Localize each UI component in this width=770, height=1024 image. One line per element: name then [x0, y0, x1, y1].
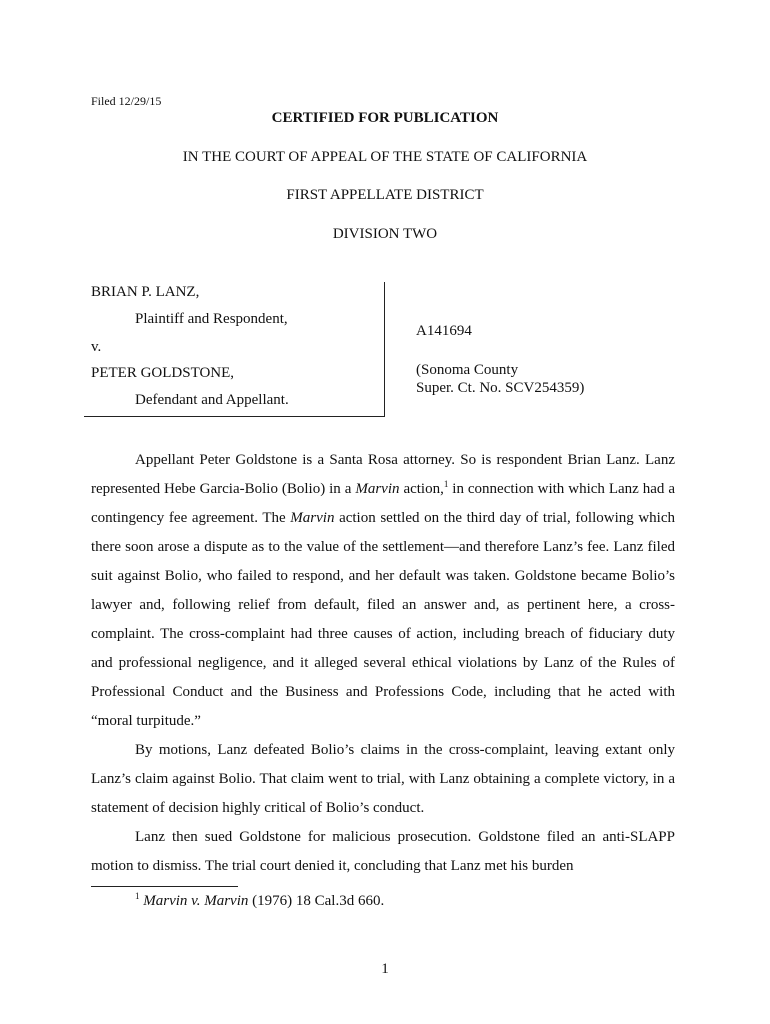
footnote-number: 1: [135, 891, 140, 901]
plaintiff-name: BRIAN P. LANZ,: [91, 284, 200, 300]
division-name: DIVISION TWO: [332, 226, 438, 242]
opinion-body: [91, 446, 675, 881]
footnote-ref[interactable]: 1: [443, 479, 449, 489]
defendant-role: Defendant and Appellant.: [135, 392, 289, 408]
case-number: A141694: [416, 323, 472, 339]
paragraph-1: [91, 446, 675, 736]
p1-marvin-italic: Marvin: [355, 481, 400, 497]
filed-date: Filed 12/29/15: [91, 94, 162, 108]
caption-vertical-rule: [384, 282, 385, 416]
p1-text-d: action settled on the third day of trial, following which there soon arose a dispute as to the value of the settlement—and therefore Lanz’s fee. Lanz filed suit against Bolio, who failed to respond, and her default was taken. Goldstone became Bolio’s lawyer and, following relief from default, filed an answer and, as pertinent here, a cross-complaint. The cross-complaint had three causes of action, including breach of fiduciary duty and professional negligence, and it alleged several ethical violations by Lanz of the Rules of Professional Conduct and the Business and Professions Code, including that he acted with “moral turpitude.”: [91, 510, 675, 729]
page-number: 1: [381, 961, 389, 977]
p1-text-a: Appellant Peter Goldstone is a Santa Rosa attorney. So is respondent Brian Lanz. Lanz represented Hebe Garcia-Bolio (Bolio) in a: [91, 452, 675, 497]
plaintiff-role: Plaintiff and Respondent,: [135, 311, 288, 327]
p1-text-c: in connection with which Lanz had a contingency fee agreement. The: [91, 481, 675, 526]
versus: v.: [91, 339, 102, 355]
district-name: FIRST APPELLATE DISTRICT: [286, 187, 484, 203]
p1-marvin-italic-2: Marvin: [290, 510, 335, 526]
footnote-case-name: Marvin v. Marvin: [143, 893, 249, 909]
certified-heading: CERTIFIED FOR PUBLICATION: [271, 110, 499, 126]
paragraph-2: By motions, Lanz defeated Bolio’s claims in the cross-complaint, leaving extant only Lanz’s claim against Bolio. That claim went to trial, with Lanz obtaining a complete victory, in a statement of decision highly critical of Bolio’s conduct.: [91, 742, 675, 816]
county-line-2: Super. Ct. No. SCV254359): [416, 380, 585, 396]
court-name: IN THE COURT OF APPEAL OF THE STATE OF CALIFORNIA: [182, 149, 588, 165]
paragraph-3: Lanz then sued Goldstone for malicious prosecution. Goldstone filed an anti-SLAPP motion to dismiss. The trial court denied it, concluding that Lanz met his burden: [91, 829, 675, 874]
defendant-name: PETER GOLDSTONE,: [91, 365, 235, 381]
footnote-citation: (1976) 18 Cal.3d 660.: [248, 893, 385, 909]
county-line-1: (Sonoma County: [416, 362, 519, 378]
p1-text-b: action,: [399, 481, 444, 497]
caption-horizontal-rule: [84, 416, 385, 417]
footnote-separator: [91, 886, 238, 887]
footnote: [135, 893, 384, 910]
